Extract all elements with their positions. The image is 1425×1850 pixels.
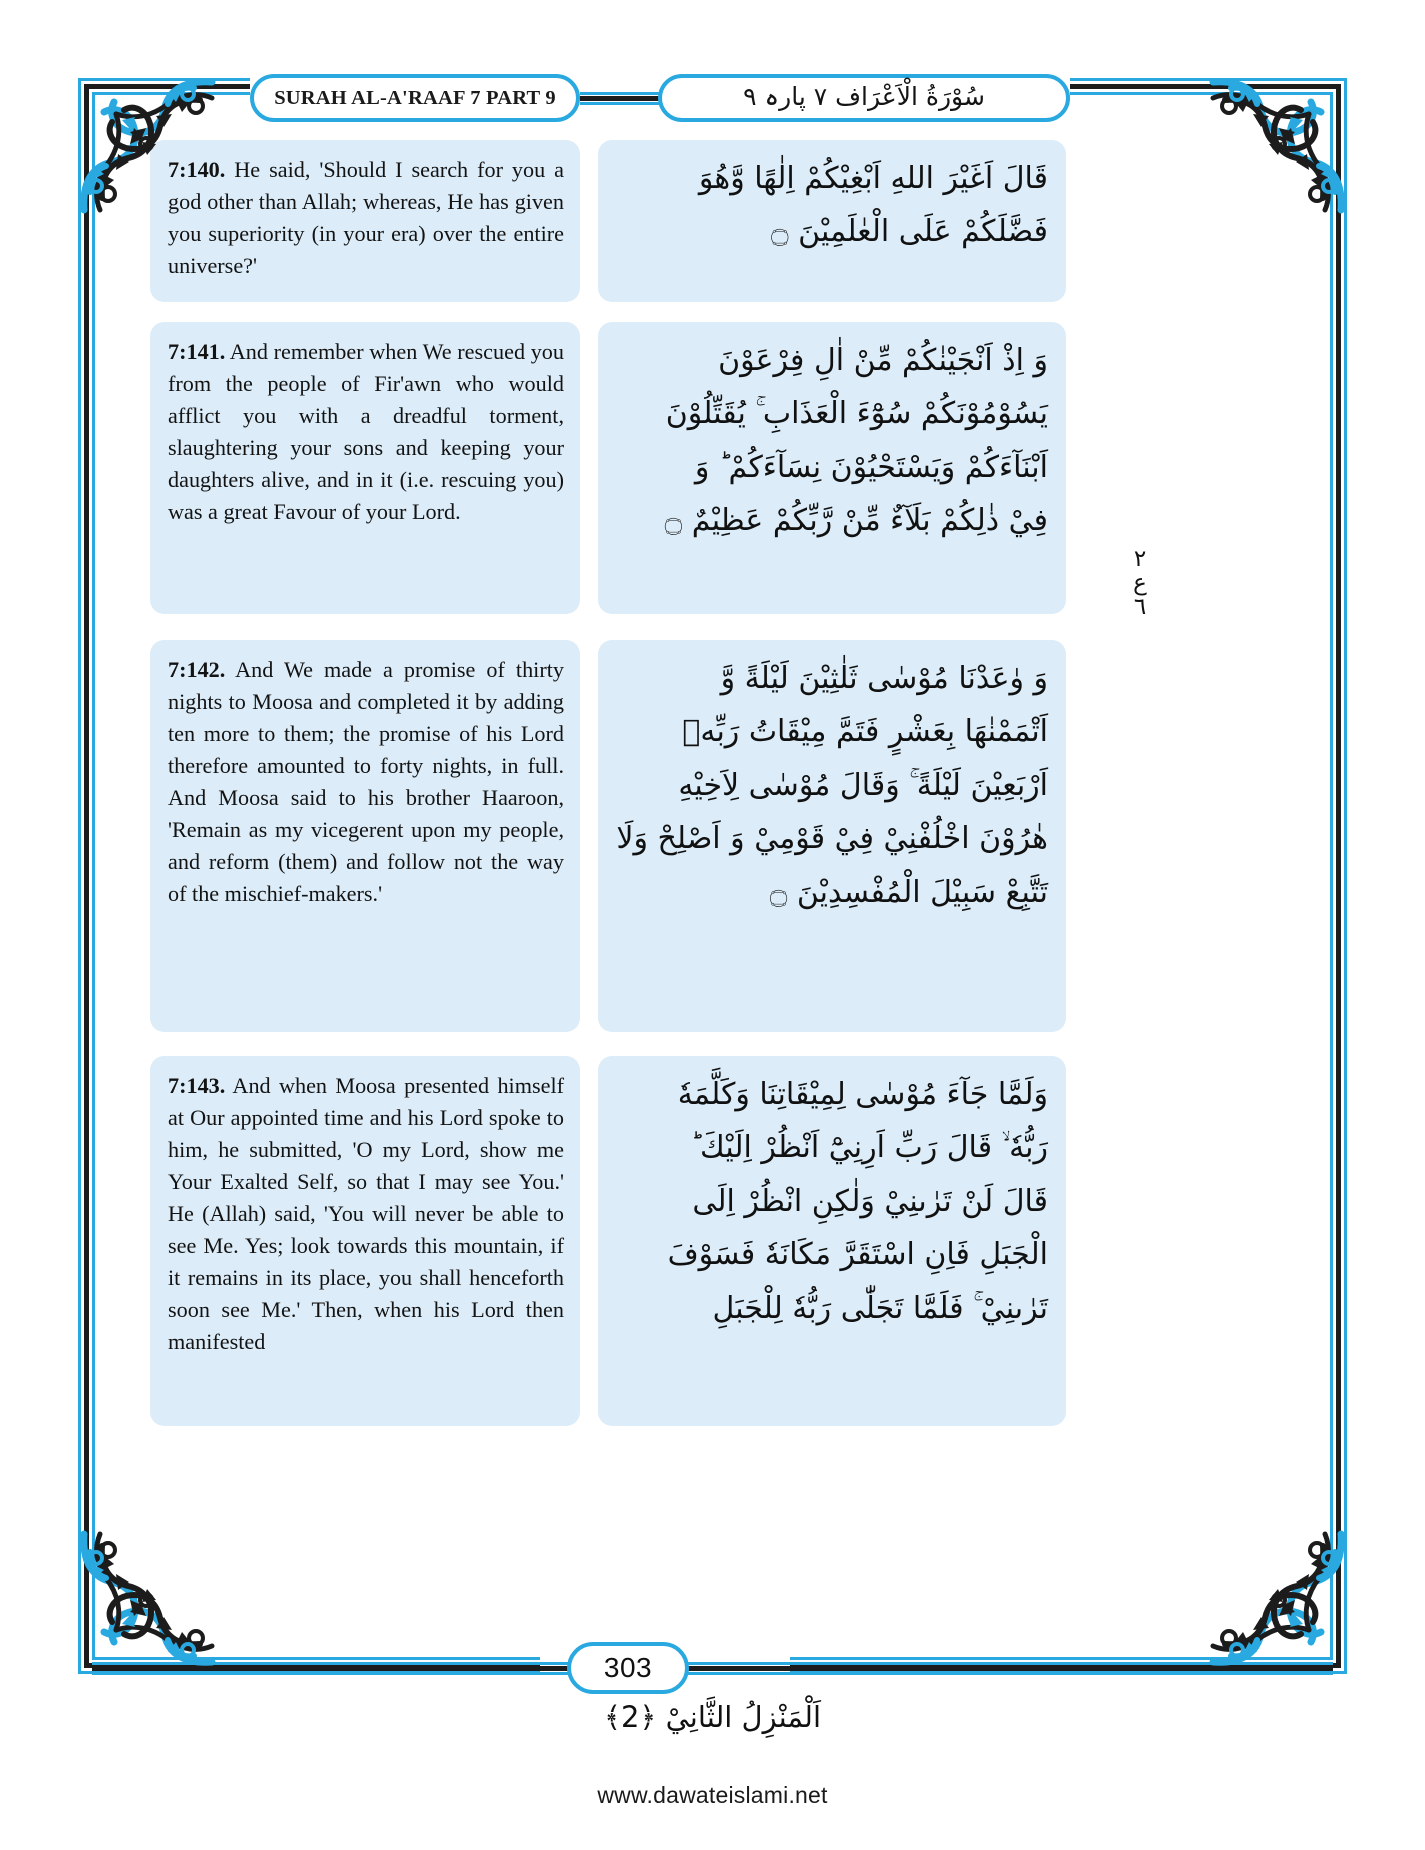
ruku-marker-line-1: ٢ — [1133, 545, 1147, 572]
surah-title-english: SURAH AL-A'RAAF 7 PART 9 — [274, 86, 556, 109]
verse-reference: 7:141. — [168, 339, 226, 364]
verse-row — [150, 640, 1275, 1032]
verse-arabic-box — [598, 140, 1066, 302]
header-rule-center — [580, 92, 660, 104]
corner-ornament-bottom-left — [72, 1524, 222, 1674]
arabic-line: وَ وٰعَدْنَا مُوْسٰى ثَلٰثِيْنَ لَيْلَةً وَّ — [720, 661, 1048, 696]
verse-reference: 7:140. — [168, 157, 226, 182]
surah-title-capsule-arabic — [658, 74, 1070, 122]
arabic-line: وَ اِذْ اَنْجَيْنٰكُمْ مِّنْ اٰلِ فِرْعَوْنَ — [718, 343, 1048, 378]
verse-english-box — [150, 322, 580, 614]
corner-ornament-top-right — [1203, 70, 1353, 220]
arabic-line: قَالَ لَنْ تَرٰىنِيْ وَلٰكِنِ انْظُرْ اِلَى — [692, 1183, 1048, 1219]
arabic-line: فَضَّلَكُمْ عَلَى الْعٰلَمِيْنَ ۝ — [771, 214, 1048, 250]
manzil-label: اَلْمَنْزِلُ الثَّانِيْ ﴿2﴾ — [603, 1700, 822, 1734]
arabic-line: تَتَّبِعْ سَبِيْلَ الْمُفْسِدِيْنَ ۝ — [769, 874, 1048, 910]
arabic-line: هٰرُوْنَ اخْلُفْنِيْ فِيْ قَوْمِيْ وَ اَصْلِحْ وَلَا — [616, 821, 1048, 857]
verse-english-text: And remember when We rescued you from the people of Fir'awn who would afflict you with a dreadful torment, slaughtering your sons and keeping your daughters alive, and in it (i.e. rescuing you) was a great Favour of your Lord. — [168, 339, 564, 524]
verse-arabic-box — [598, 322, 1066, 614]
corner-ornament-bottom-right — [1203, 1524, 1353, 1674]
verse-reference: 7:143. — [168, 1073, 226, 1098]
corner-ornament-top-left — [72, 70, 222, 220]
verse-english-text: And We made a promise of thirty nights to Moosa and completed it by adding ten more to them; the promise of his Lord therefore amounted to forty nights, in full. And Moosa said to his brother Haaroon, 'Remain as my vicegerent upon my people, and reform (them) and follow not the way of the mischief-makers.' — [168, 657, 564, 906]
arabic-line: وَلَمَّا جَآءَ مُوْسٰى لِمِيْقَاتِنَا وَكَلَّمَهٗ — [677, 1077, 1048, 1112]
surah-title-arabic: سُوْرَةُ الْاَعْرَاف ٧ پارہ ٩ — [743, 81, 985, 111]
arabic-line: اَبْنَآءَكُمْ وَيَسْتَحْيُوْنَ نِسَآءَكُمْ ؕ وَ — [694, 449, 1048, 485]
arabic-line: فِيْ ذٰلِكُمْ بَلَآءٌ مِّنْ رَّبِّكُمْ عَظِيْمٌ ۝ — [664, 503, 1048, 539]
arabic-line: تَرٰىنِيْ ۚ فَلَمَّا تَجَلّٰى رَبُّهٗ لِلْجَبَلِ — [712, 1290, 1048, 1326]
verse-content-area — [150, 140, 1275, 1630]
verse-row — [150, 140, 1275, 302]
arabic-line: اَتْمَمْنٰهَا بِعَشْرٍ فَتَمَّ مِيْقَاتُ رَبِّهٖ — [682, 714, 1048, 750]
ruku-marker-line-3: ٦ — [1133, 594, 1147, 621]
verse-arabic-box — [598, 640, 1066, 1032]
surah-title-capsule-english — [250, 74, 580, 122]
verse-english-box — [150, 1056, 580, 1426]
page-number-capsule — [567, 1642, 689, 1694]
arabic-line: يَسُوْمُوْنَكُمْ سُوْٓءَ الْعَذَابِ ۚ يُقَتِّلُوْنَ — [665, 396, 1048, 432]
website-url: www.dawateislami.net — [597, 1782, 828, 1808]
page-number: 303 — [603, 1652, 653, 1683]
verse-reference: 7:142. — [168, 657, 226, 682]
arabic-line: الْجَبَلِ فَاِنِ اسْتَقَرَّ مَكَانَهٗ فَسَوْفَ — [667, 1237, 1048, 1273]
ruku-marker-line-2: ع — [1133, 569, 1147, 596]
verse-arabic-box — [598, 1056, 1066, 1426]
verse-english-box — [150, 640, 580, 1032]
verse-english-text: And when Moosa presented himself at Our appointed time and his Lord spoke to him, he submitted, 'O my Lord, show me Your Exalted Self, so that I may see You.' He (Allah) said, 'You will never be able to see Me. Yes; look towards this mountain, if it remains in its place, you shall henceforth soon see Me.' Then, when his Lord then manifested — [168, 1073, 564, 1354]
ruku-marker — [1108, 528, 1172, 638]
arabic-line: قَالَ اَغَيْرَ اللهِ اَبْغِيْكُمْ اِلٰهًا وَّهُوَ — [698, 161, 1048, 196]
arabic-line: رَبُّهٗ ۙ قَالَ رَبِّ اَرِنِيْٓ اَنْظُرْ اِلَيْكَ ؕ — [690, 1130, 1048, 1166]
verse-row — [150, 1056, 1275, 1426]
verse-english-text: He said, 'Should I search for you a god other than Allah; whereas, He has given you superiority (in your era) over the entire universe?' — [168, 157, 564, 278]
verse-row — [150, 322, 1275, 614]
arabic-line: اَرْبَعِيْنَ لَيْلَةً ۚ وَقَالَ مُوْسٰى لِاَخِيْهِ — [678, 767, 1048, 803]
